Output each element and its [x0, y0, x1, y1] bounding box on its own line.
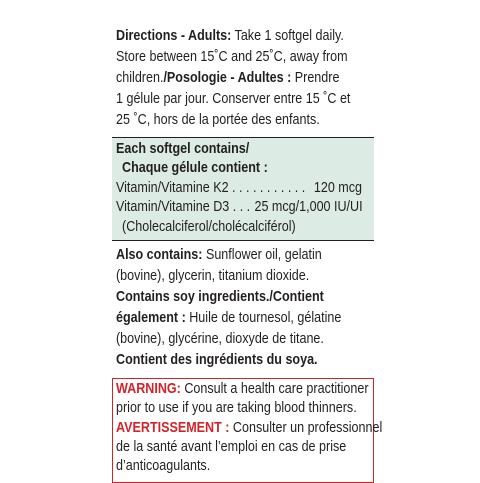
ingredient-row-d3	[116, 198, 378, 217]
posologie-label: /Posologie - Adultes :	[163, 70, 292, 86]
avertissement-label: AVERTISSEMENT :	[116, 419, 230, 436]
warning-line-3	[116, 419, 383, 438]
directions-line-3	[116, 68, 378, 89]
ingredients-heading-fr	[116, 159, 384, 178]
soy-statement-en: Contains soy ingredients.	[116, 289, 270, 306]
directions-line-1	[116, 26, 378, 47]
warning-box	[112, 378, 383, 482]
directions-line-2: Store between 15˚C and 25˚C, away from	[116, 49, 348, 65]
also-line-3	[116, 287, 378, 308]
warning-line-2: prior to use if you are taking blood thinners.	[116, 400, 357, 417]
also-line-5: (bovine), glycérine, dioxyde de titane.	[116, 331, 324, 348]
egalement-label: également :	[116, 310, 186, 327]
leader-dots: . . . . . . . . . . .	[228, 179, 306, 196]
contient-label: /Contient	[269, 289, 324, 306]
ingredients-heading-en-text: Each softgel contains/	[116, 141, 250, 157]
medicinal-ingredients-box	[112, 137, 374, 241]
also-text: Huile de tournesol, gélatine	[185, 310, 342, 327]
ingredient-name: Vitamin/Vitamine D3	[116, 199, 230, 216]
warning-line-5: d’anticoagulants.	[116, 458, 211, 475]
ingredient-name: Vitamin/Vitamine K2	[116, 179, 229, 196]
directions-text: Prendre	[291, 70, 340, 86]
ingredient-d3-note: (Cholecalciferol/cholécalciférol)	[122, 218, 296, 235]
leader-dots: . . .	[229, 199, 251, 216]
also-contains-label: Also contains:	[116, 247, 203, 264]
also-line-4	[116, 308, 378, 329]
directions-line-5: 25 ˚C, hors de la portée des enfants.	[116, 112, 320, 128]
ingredients-heading-fr-text: Chaque gélule contient :	[122, 160, 268, 177]
soy-statement-fr: Contient des ingrédients du soya.	[116, 352, 318, 369]
non-medicinal-ingredients-section	[112, 241, 374, 371]
ingredient-amount: 25 mcg/1,000 IU/UI	[254, 199, 363, 216]
ingredient-amount: 120 mcg	[313, 179, 363, 196]
product-label-panel	[112, 26, 383, 483]
ingredient-row-k2	[116, 179, 378, 198]
directions-text: Take 1 softgel daily.	[231, 28, 344, 44]
directions-section	[112, 26, 374, 131]
warning-label: WARNING:	[116, 381, 181, 398]
warning-line-4: de la santé avant l’emploi en cas de prise	[116, 438, 347, 455]
directions-line-4: 1 gélule par jour. Conserver entre 15 ˚C et	[116, 91, 351, 107]
warning-text: Consulter un professionnel	[229, 419, 383, 436]
directions-text: children.	[116, 70, 164, 86]
also-line-1	[116, 245, 378, 266]
ingredients-heading-en	[116, 140, 378, 159]
warning-line-1	[116, 380, 378, 399]
warning-text: Consult a health care practitioner	[180, 381, 369, 398]
also-text: Sunflower oil, gelatin	[202, 247, 322, 264]
also-line-6	[116, 350, 378, 371]
also-line-2: (bovine), glycerin, titanium dioxide.	[116, 268, 310, 285]
directions-adults-label: Directions - Adults:	[116, 28, 232, 44]
